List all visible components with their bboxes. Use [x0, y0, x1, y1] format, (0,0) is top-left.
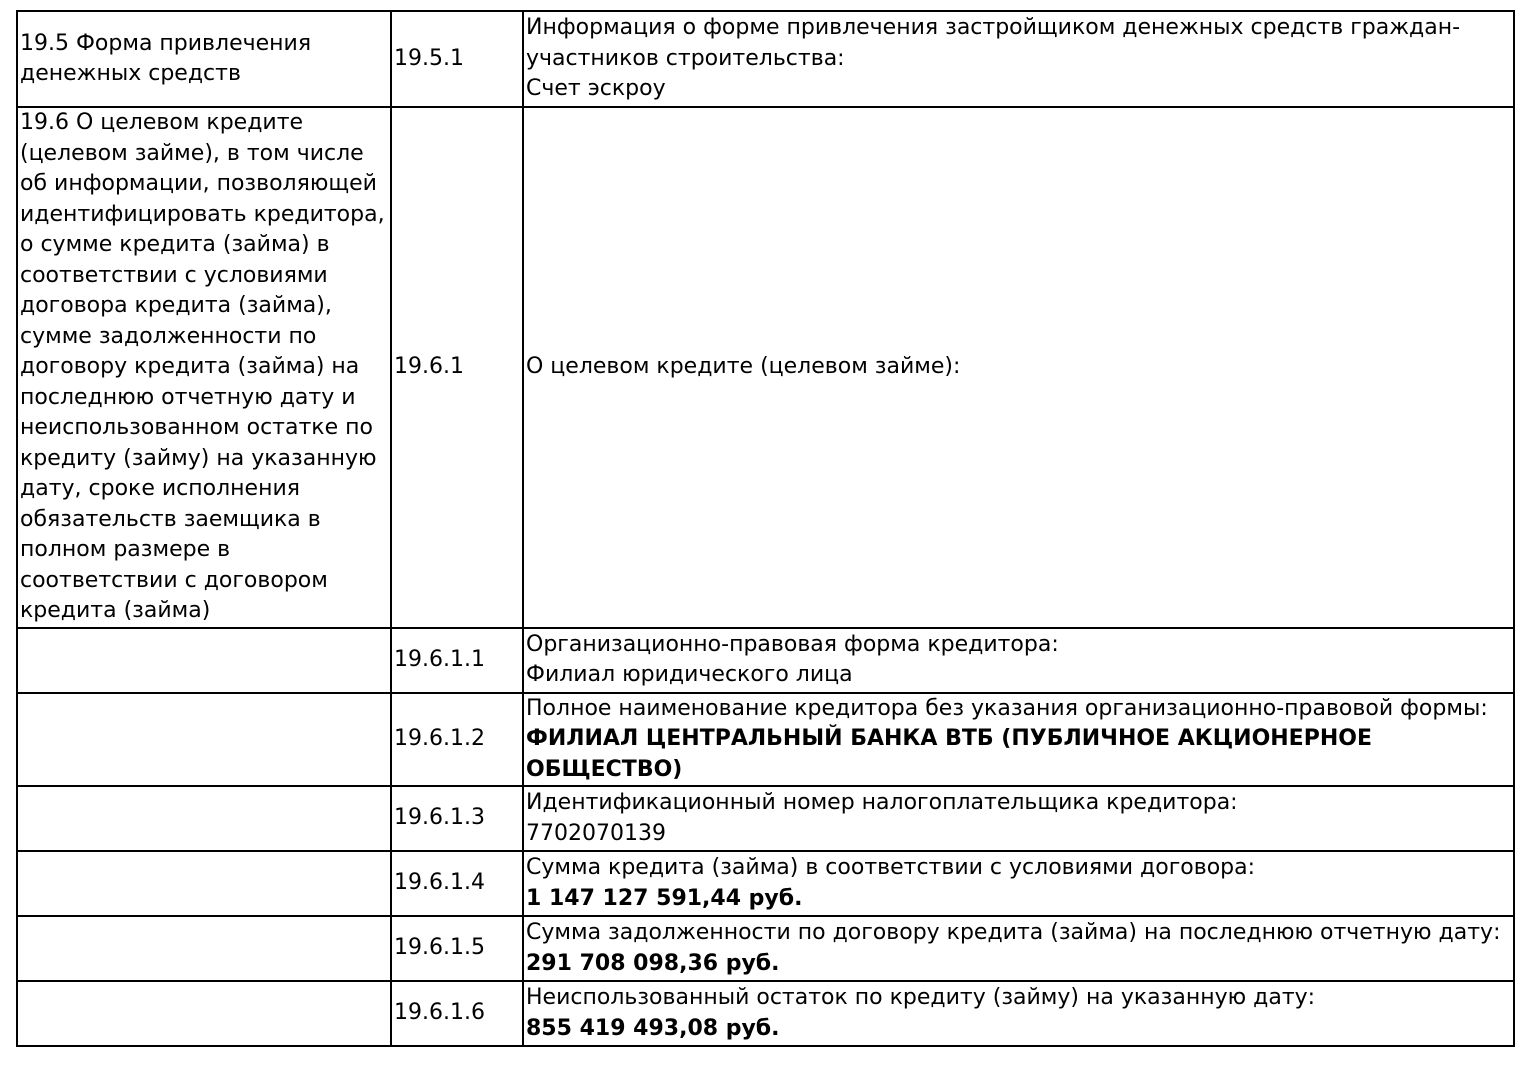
- item-label: Организационно-правовая форма кредитора:: [526, 631, 1059, 657]
- content-cell: [523, 786, 1514, 851]
- item-value: 1 147 127 591,44 руб.: [526, 885, 803, 911]
- empty-section-cell: [17, 786, 391, 851]
- item-code: 19.6.1: [394, 354, 464, 379]
- item-value: Счет эскроу: [526, 76, 666, 102]
- section-cell: [17, 107, 391, 628]
- content-cell: [523, 916, 1514, 981]
- section-title: 19.5 Форма привлечения денежных средств: [20, 30, 312, 86]
- table-row-19-6-1-6: [17, 981, 1514, 1046]
- item-value: Филиал юридического лица: [526, 662, 853, 687]
- item-value: 855 419 493,08 руб.: [526, 1015, 780, 1041]
- content-cell: [523, 107, 1514, 628]
- table-row-19-5: [17, 11, 1514, 107]
- content-cell: [523, 11, 1514, 107]
- table-row-19-6-1-2: [17, 693, 1514, 787]
- empty-section-cell: [17, 851, 391, 916]
- table-row-19-6-1-1: [17, 628, 1514, 693]
- table-row-19-6-1-3: [17, 786, 1514, 851]
- item-code: 19.5.1: [394, 45, 464, 71]
- content-cell: [523, 693, 1514, 787]
- code-cell: [391, 981, 523, 1046]
- content-cell: [523, 981, 1514, 1046]
- empty-section-cell: [17, 693, 391, 787]
- code-cell: [391, 786, 523, 851]
- item-label: Неиспользованный остаток по кредиту (займу) на указанную дату:: [526, 985, 1316, 1010]
- table-row-19-6-1-4: [17, 851, 1514, 916]
- item-code: 19.6.1.2: [394, 726, 485, 751]
- empty-section-cell: [17, 981, 391, 1046]
- code-cell: [391, 628, 523, 693]
- section-cell: [17, 11, 391, 107]
- code-cell: [391, 851, 523, 916]
- empty-section-cell: [17, 628, 391, 693]
- item-code: 19.6.1.3: [394, 805, 485, 831]
- table-row-19-6: [17, 107, 1514, 628]
- content-cell: [523, 628, 1514, 693]
- empty-section-cell: [17, 916, 391, 981]
- code-cell: [391, 916, 523, 981]
- item-label: Сумма задолженности по договору кредита (займа) на последнюю отчетную дату:: [526, 920, 1501, 945]
- disclosure-table: [16, 10, 1515, 1047]
- item-label: О целевом кредите (целевом займе):: [526, 354, 961, 379]
- item-label: Сумма кредита (займа) в соответствии с условиями договора:: [526, 855, 1256, 880]
- item-value: 291 708 098,36 руб.: [526, 950, 780, 976]
- item-code: 19.6.1.6: [394, 1000, 485, 1026]
- item-label: Полное наименование кредитора без указания организационно-правовой формы:: [526, 695, 1488, 721]
- item-value: 7702070139: [526, 820, 666, 846]
- item-code: 19.6.1.1: [394, 646, 485, 672]
- item-value: ФИЛИАЛ ЦЕНТРАЛЬНЫЙ БАНКА ВТБ (ПУБЛИЧНОЕ АКЦИОНЕРНОЕ ОБЩЕСТВО): [526, 726, 1372, 782]
- section-title: 19.6 О целевом кредите (целевом займе), в том числе об информации, позволяющей идентифицировать кредитора, о сумме кредита (займа) в соответствии с условиями договора кредита (займа), сумме задолженности по договору кредита (займа) на последнюю отчетную дату и неиспользованном остатке по кредиту (займу) на указанную дату, сроке исполнения обязательств заемщика в полном размере в соответствии с договором кредита (займа): [20, 110, 385, 623]
- code-cell: [391, 11, 523, 107]
- content-cell: [523, 851, 1514, 916]
- item-code: 19.6.1.4: [394, 870, 485, 896]
- item-code: 19.6.1.5: [394, 935, 485, 961]
- code-cell: [391, 693, 523, 787]
- item-label: Идентификационный номер налогоплательщика кредитора:: [526, 790, 1238, 815]
- code-cell: [391, 107, 523, 628]
- item-label: Информация о форме привлечения застройщиком денежных средств граждан-участников строительства:: [526, 15, 1461, 71]
- table-row-19-6-1-5: [17, 916, 1514, 981]
